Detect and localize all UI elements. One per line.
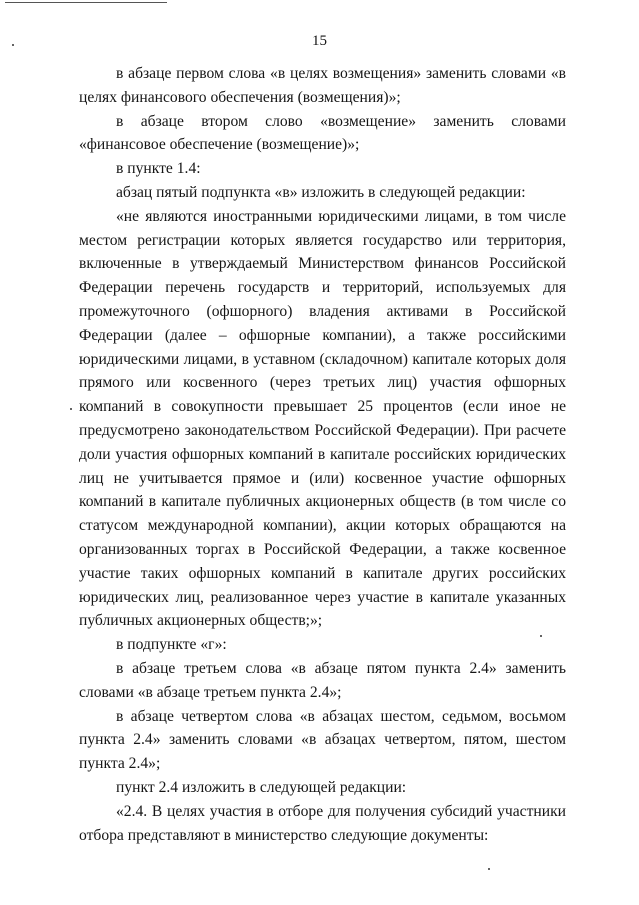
- paragraph-2: в абзаце втором слово «возмещение» заменить словами «финансовое обеспечение (возмещение)»;: [79, 112, 566, 154]
- paragraph-7: в абзаце третьем слова «в абзаце пятом пункта 2.4» заменить словами «в абзаце третьем пункта 2.4»;: [79, 659, 566, 701]
- paragraph-5: «не являются иностранными юридическими лицами, в том числе местом регистрации которых является государство или территория, включенные в утверждаемый Министерством финансов Российской Федерации перечень государств и территорий, используемых для промежуточного (офшорного) владения активами в Российской Федерации (далее – офшорные компании), а также российскими юридическими лицами, в уставном (складочном) капитале которых доля прямого или косвенного (через третьих лиц) участия офшорных компаний в совокупности превышает 25 процентов (если иное не предусмотрено законодательством Российской Федерации). При расчете доли участия офшорных компаний в капитале российских юридических лиц не учитывается прямое и (или) косвенное участие офшорных компаний в капитале публичных акционерных обществ (в том числе со статусом международной компании), акции которых обращаются на организованных торгах в Российской Федерации, а также косвенное участие таких офшорных компаний в капитале других российских юридических лиц, реализованное через участие в капитале указанных публичных акционерных обществ;»;: [79, 207, 566, 630]
- paragraph-4: абзац пятый подпункта «в» изложить в следующей редакции:: [116, 183, 526, 201]
- paragraph-3: в пункте 1.4:: [116, 160, 201, 178]
- scan-speck: [70, 408, 72, 410]
- scan-top-rule: [5, 2, 167, 3]
- scan-speck: [488, 868, 490, 870]
- scan-speck: [540, 635, 542, 637]
- scan-speck: [12, 44, 14, 46]
- paragraph-9: пункт 2.4 изложить в следующей редакции:: [116, 778, 407, 796]
- page-number: 15: [312, 33, 327, 49]
- paragraph-6: в подпункте «г»:: [116, 636, 227, 654]
- document-body: [79, 62, 566, 847]
- paragraph-10: «2.4. В целях участия в отборе для получения субсидий участники отбора представляют в министерство следующие документы:: [79, 802, 566, 844]
- paragraph-1: в абзаце первом слова «в целях возмещения» заменить словами «в целях финансового обеспечения (возмещения)»;: [79, 65, 566, 106]
- paragraph-8: в абзаце четвертом слова «в абзацах шестом, седьмом, восьмом пункта 2.4» заменить словами «в абзацах четвертом, пятом, шестом пункта 2.4»;: [79, 707, 566, 773]
